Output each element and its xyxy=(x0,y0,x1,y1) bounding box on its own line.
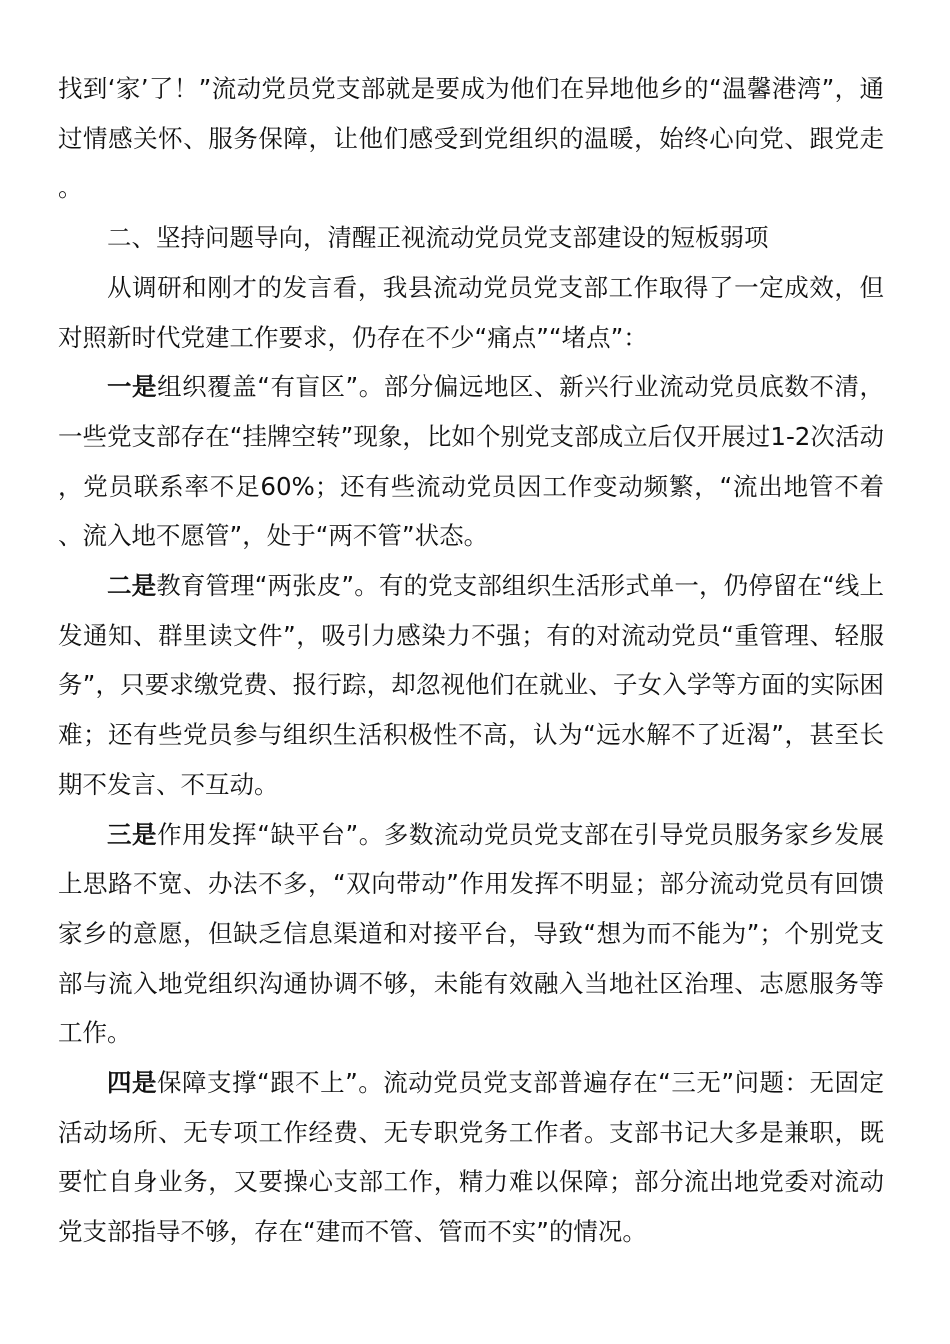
point-lead: 三是 xyxy=(107,819,158,849)
paragraph-point-three xyxy=(58,810,884,1059)
paragraph-point-one xyxy=(58,362,884,561)
paragraph-text: 保障支撑“跟不上”。流动党员党支部普遍存在“三无”问题：无固定活动场所、无专项工作经费、无专职党务工作者。支部书记大多是兼职，既要忙自身业务，又要操心支部工作，精力难以保障；部分流出地党委对流动党支部指导不够，存在“建而不管、管而不实”的情况。 xyxy=(58,1068,884,1247)
point-lead: 四是 xyxy=(107,1068,157,1098)
paragraph-text: 教育管理“两张皮”。有的党支部组织生活形式单一，仍停留在“线上发通知、群里读文件”，吸引力感染力不强；有的对流动党员“重管理、轻服务”，只要求缴党费、报行踪，却忽视他们在就业、子女入学等方面的实际困难；还有些党员参与组织生活积极性不高，认为“远水解不了近渴”，甚至长期不发言、不互动。 xyxy=(58,571,885,799)
paragraph-text: 组织覆盖“有盲区”。部分偏远地区、新兴行业流动党员底数不清，一些党支部存在“挂牌空转”现象，比如个别党支部成立后仅开展过1-2次活动，党员联系率不足60%；还有些流动党员因工作变动频繁，“流出地管不着、流入地不愿管”，处于“两不管”状态。 xyxy=(58,372,884,551)
paragraph-text: 作用发挥“缺平台”。多数流动党员党支部在引导党员服务家乡发展上思路不宽、办法不多，“双向带动”作用发挥不明显；部分流动党员有回馈家乡的意愿，但缺乏信息渠道和对接平台，导致“想为而不能为”；个别党支部与流入地党组织沟通协调不够，未能有效融入当地社区治理、志愿服务等工作。 xyxy=(58,819,884,1048)
section-heading-text: 二、坚持问题导向，清醒正视流动党员党支部建设的短板弱项 xyxy=(107,223,769,253)
paragraph-intro-continuation xyxy=(58,64,884,213)
paragraph-point-four xyxy=(58,1058,884,1257)
paragraph-point-two xyxy=(58,561,884,810)
point-lead: 二是 xyxy=(107,571,157,601)
paragraph-overview xyxy=(58,263,884,362)
paragraph-text: 找到‘家’了！”流动党员党支部就是要成为他们在异地他乡的“温馨港湾”，通过情感关怀、服务保障，让他们感受到党组织的温暖，始终心向党、跟党走。 xyxy=(58,74,884,203)
section-heading-two xyxy=(58,213,884,263)
document-body xyxy=(58,64,884,1257)
paragraph-text: 从调研和刚才的发言看，我县流动党员党支部工作取得了一定成效，但对照新时代党建工作要求，仍存在不少“痛点”“堵点”： xyxy=(58,272,884,352)
point-lead: 一是 xyxy=(107,372,158,402)
